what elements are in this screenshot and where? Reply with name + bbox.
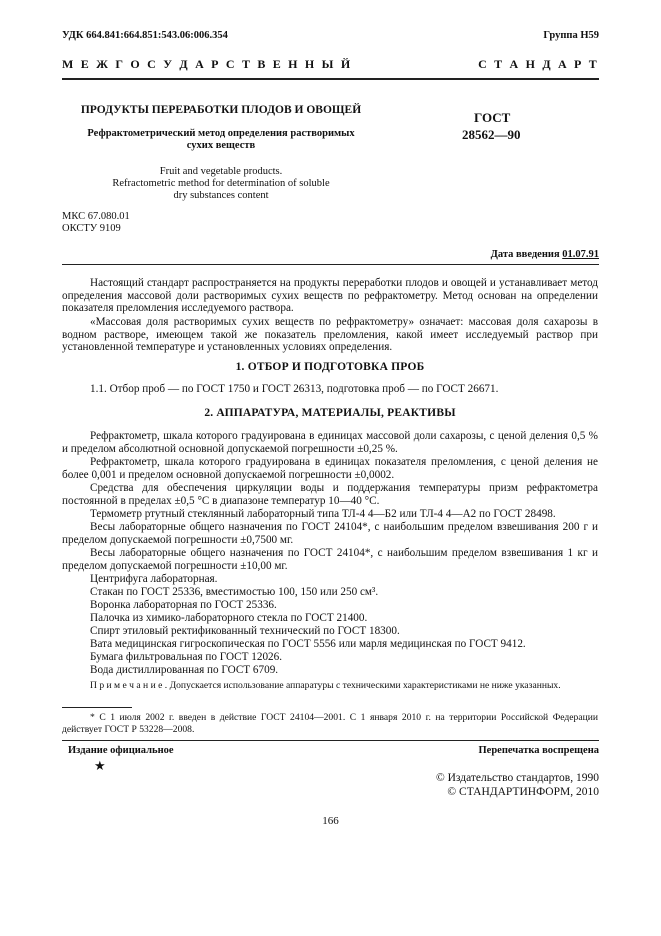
intro-paragraph-1: Настоящий стандарт распространяется на продукты переработки плодов и овощей и устанавливает метод определения массовой доли растворимых сухих веществ по рефрактометру. Метод основан на определении показателя преломления исследуемого раствора.: [62, 277, 598, 315]
subtitle-ru-line1: Рефрактометрический метод определения растворимых: [87, 128, 355, 139]
page-number: 166: [322, 815, 339, 827]
official-edition: Издание официальное: [68, 745, 174, 756]
list-item: Палочка из химико-лабораторного стекла по ГОСТ 21400.: [90, 612, 368, 624]
copyright-1: © Издательство стандартов, 1990: [435, 772, 599, 784]
list-item: Термометр ртутный стеклянный лабораторный типа ТЛ-4 4—Б2 или ТЛ-4 4—А2 по ГОСТ 28498.: [90, 508, 556, 520]
title-en-line1: Fruit and vegetable products.: [159, 166, 283, 177]
intro-date-label: Дата введения: [490, 249, 560, 260]
list-item: Вода дистиллированная по ГОСТ 6709.: [90, 664, 279, 676]
note-text: Допускается использование аппаратуры с техническими характеристиками не ниже указанных.: [169, 680, 561, 691]
section-2-heading: 2. АППАРАТУРА, МАТЕРИАЛЫ, РЕАКТИВЫ: [204, 407, 456, 419]
list-item: Стакан по ГОСТ 25336, вместимостью 100, 150 или 250 см³.: [90, 586, 379, 598]
gost-number: 28562—90: [462, 127, 521, 142]
title-en-line3: dry substances content: [173, 190, 269, 201]
list-item: Средства для обеспечения циркуляции воды и поддержания температуры призм рефрактометра постоянной в пределах ±0,5 °С в диапазоне температур 10—40 °С.: [62, 482, 598, 507]
list-item: Вата медицинская гигроскопическая по ГОСТ 5556 или марля медицинская по ГОСТ 9412.: [90, 638, 526, 650]
list-item: Воронка лабораторная по ГОСТ 25336.: [90, 599, 277, 611]
subtitle-ru-line2: сухих веществ: [186, 140, 256, 151]
footer-rule: [62, 740, 599, 741]
gost-label: ГОСТ: [474, 110, 511, 125]
star-icon: ★: [94, 758, 106, 773]
header-rule: [62, 78, 599, 80]
list-item: Рефрактометр, шкала которого градуирована в единицах массовой доли сахарозы, с ценой деления 0,5 % и пределом абсолютной основной допускаемой погрешности ±0,25 %.: [62, 430, 598, 455]
list-item: Бумага фильтровальная по ГОСТ 12026.: [90, 651, 283, 663]
list-item: Центрифуга лабораторная.: [90, 573, 218, 585]
reprint-notice: Перепечатка воспрещена: [478, 745, 599, 756]
intro-date-value: 01.07.91: [562, 249, 599, 260]
group-code: Группа Н59: [543, 30, 599, 41]
footnote: * С 1 июля 2002 г. введен в действие ГОСТ 24104—2001. С 1 января 2010 г. на территории Российской Федерации действует ГОСТ Р 53228—2008.: [62, 712, 598, 735]
banner-interstate: М Е Ж Г О С У Д А Р С Т В Е Н Н Ы Й: [62, 57, 353, 71]
list-item: Весы лабораторные общего назначения по ГОСТ 24104*, с наибольшим пределом взвешивания 1 кг и пределом допускаемой погрешности ±10,00 мг.: [62, 547, 598, 572]
mks-code: МКС 67.080.01: [62, 211, 130, 222]
footnote-rule: [62, 707, 132, 708]
section-1-text: 1.1. Отбор проб — по ГОСТ 1750 и ГОСТ 26313, подготовка проб — по ГОСТ 26671.: [90, 383, 499, 395]
intro-paragraph-2: «Массовая доля растворимых сухих веществ по рефрактометру» означает: массовая доля сахарозы в водном растворе, имеющем такой же показатель преломления, какой имеет исследуемый раствор при установленной температуре и установленных условиях определения.: [62, 316, 598, 354]
note: [62, 680, 598, 692]
note-label: П р и м е ч а н и е .: [90, 680, 168, 691]
list-item: Весы лабораторные общего назначения по ГОСТ 24104*, с наибольшим пределом взвешивания 200 г и пределом допускаемой погрешности ±0,7500 мг.: [62, 521, 598, 546]
title-rule: [62, 264, 599, 265]
title-ru: ПРОДУКТЫ ПЕРЕРАБОТКИ ПЛОДОВ И ОВОЩЕЙ: [80, 104, 362, 116]
okstu-code: ОКСТУ 9109: [62, 223, 121, 234]
intro-date: [491, 249, 599, 260]
copyright-2: © СТАНДАРТИНФОРМ, 2010: [447, 786, 599, 798]
banner-standard: С Т А Н Д А Р Т: [478, 57, 599, 71]
udk-code: УДК 664.841:664.851:543.06:006.354: [62, 30, 228, 41]
list-item: Спирт этиловый ректификованный технический по ГОСТ 18300.: [90, 625, 400, 637]
section-1-heading: 1. ОТБОР И ПОДГОТОВКА ПРОБ: [235, 361, 425, 373]
title-en-line2: Refractometric method for determination of soluble: [112, 178, 330, 189]
list-item: Рефрактометр, шкала которого градуирована в единицах показателя преломления, с ценой деления не более 0,001 и пределом основной допускаемой погрешности ±0,0002.: [62, 456, 598, 481]
